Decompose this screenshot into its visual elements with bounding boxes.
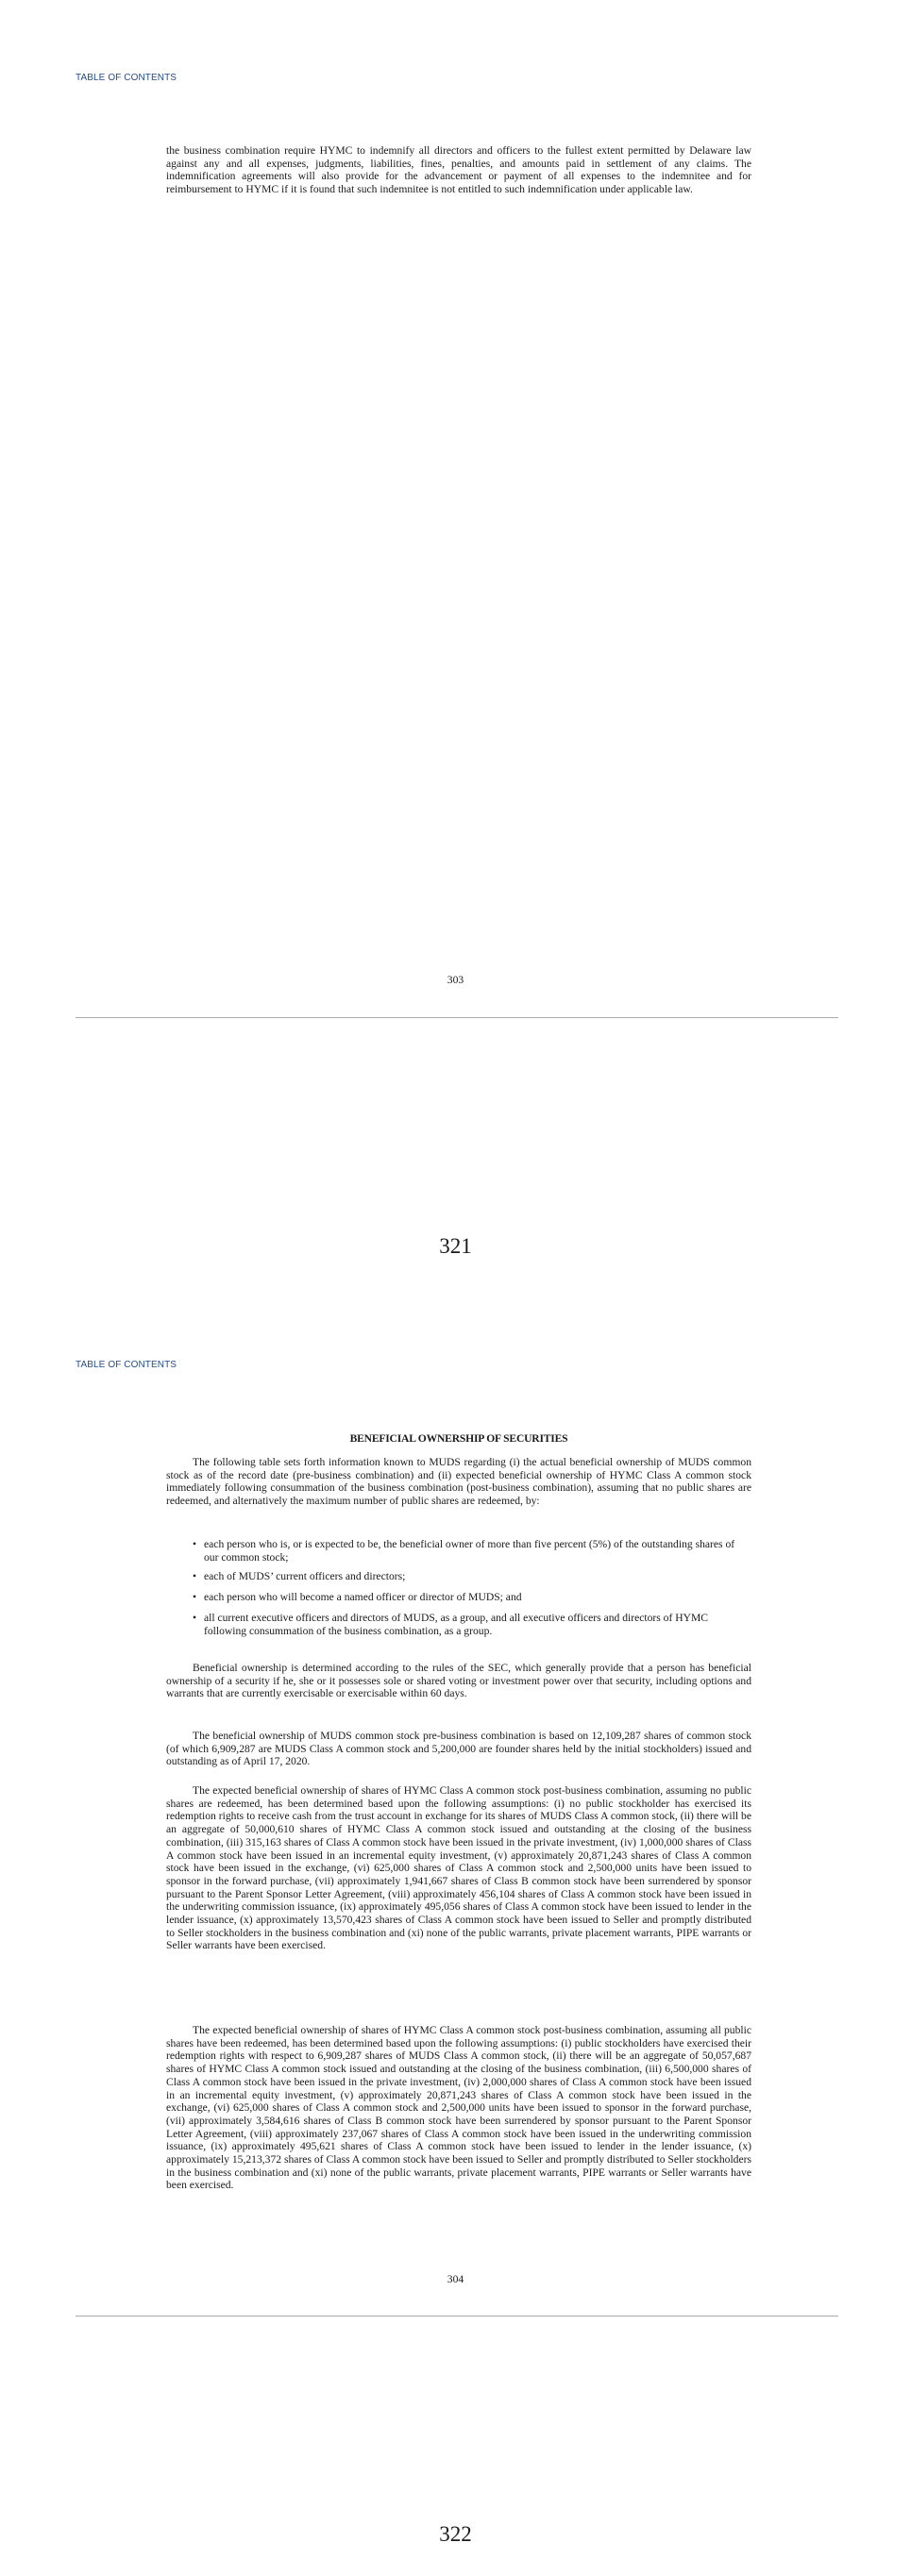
page-divider	[76, 1017, 838, 1018]
bullet-icon: •	[193, 1611, 197, 1624]
table-of-contents-link[interactable]: TABLE OF CONTENTS	[76, 73, 177, 83]
bullet-icon: •	[193, 1570, 197, 1583]
page-divider	[76, 2316, 838, 2317]
no-redemption-paragraph: The expected beneficial ownership of shares of HYMC Class A common stock post-business combination, assuming no public shares are redeemed, has been determined based upon the following assumptions: (i) no public stockholder has exercised its redemption rights to receive cash from the trust account in exchange for its shares of MUDS Class A common stock, (ii) there will be an aggregate of 50,000,610 shares of HYMC Class A common stock issued and outstanding at the closing of the business combination, (iii) 315,163 shares of Class A common stock have been issued in the private investment, (iv) 1,000,000 shares of Class A common stock have been issued in an incremental equity investment, (v) approximately 20,871,243 shares of Class A common stock have been issued in the exchange, (vi) 625,000 shares of Class A common stock and 2,500,000 units have been issued to sponsor in the forward purchase, (vii) approximately 1,941,667 shares of Class B common stock have been surrendered by sponsor pursuant to the Parent Sponsor Letter Agreement, (viii) approximately 456,104 shares of Class A common stock have been issued in the underwriting commission issuance, (ix) approximately 495,056 shares of Class A common stock have been issued to lender in the lender issuance, (x) approximately 13,570,423 shares of Class A common stock have been issued to Seller and promptly distributed to Seller stockholders in the business combination and (xi) none of the public warrants, private placement warrants, PIPE warrants or Seller warrants have been exercised.	[166, 1784, 751, 1952]
beneficial-owner-list	[166, 1538, 751, 1637]
intro-paragraph: The following table sets forth information known to MUDS regarding (i) the actual beneficial ownership of MUDS common stock as of the record date (pre-business combination) and (ii) expected beneficial ownership of HYMC Class A common stock immediately following consummation of the business combination (post-business combination), assuming that no public shares are redeemed, and alternatively the maximum number of public shares are redeemed, by:	[166, 1456, 751, 1508]
list-item: • each person who will become a named officer or director of MUDS; and	[193, 1591, 522, 1604]
list-item: • all current executive officers and directors of MUDS, as a group, and all executive officers and directors of HYMC following consummation of the business combination, as a group.	[193, 1611, 708, 1637]
table-of-contents-link[interactable]: TABLE OF CONTENTS	[76, 1360, 177, 1370]
all-redeemed-paragraph: The expected beneficial ownership of shares of HYMC Class A common stock post-business combination, assuming all public shares have been redeemed, has been determined based upon the following assumptions: (i) public stockholders have exercised their redemption rights with respect to 6,909,287 shares of MUDS Class A common stock, (ii) there will be an aggregate of 50,057,687 shares of HYMC Class A common stock issued and outstanding at the closing of the business combination, (iii) 6,500,000 shares of Class A common stock have been issued in the private investment, (iv) 2,000,000 shares of Class A common stock have been issued in an incremental equity investment, (v) approximately 20,871,243 shares of Class A common stock have been issued in the exchange, (vi) 625,000 shares of Class A common stock and 2,500,000 units have been issued to sponsor in the forward purchase, (vii) approximately 3,584,616 shares of Class B common stock have been surrendered by sponsor pursuant to the Parent Sponsor Letter Agreement, (viii) approximately 237,067 shares of Class A common stock have been issued in the underwriting commission issuance, (ix) approximately 495,621 shares of Class A common stock have been issued to lender in the lender issuance, (x) approximately 15,213,372 shares of Class A common stock have been issued to Seller and promptly distributed to Seller stockholders in the business combination and (xi) none of the public warrants, private placement warrants, PIPE warrants or Seller warrants have been exercised.	[166, 2024, 751, 2192]
bullet-icon: •	[193, 1538, 197, 1550]
indemnification-paragraph: the business combination require HYMC to indemnify all directors and officers to the fullest extent permitted by Delaware law against any and all expenses, judgments, liabilities, fines, penalties, and amounts paid in settlement of any claims. The indemnification agreements will also provide for the advancement or payment of all expenses to the indemnitee and for reimbursement to HYMC if it is found that such indemnitee is not entitled to such indemnification under applicable law.	[166, 144, 751, 196]
page-number: 303	[447, 974, 464, 986]
sheet-number: 321	[439, 1234, 472, 1258]
bullet-icon: •	[193, 1591, 197, 1604]
pre-combination-paragraph: The beneficial ownership of MUDS common stock pre-business combination is based on 12,109,287 shares of common stock (of which 6,909,287 are MUDS Class A common stock and 5,200,000 are founder shares held by the initial stockholders) issued and outstanding as of April 17, 2020.	[166, 1730, 751, 1768]
list-item: • each person who is, or is expected to be, the beneficial owner of more than five percent (5%) of the outstanding shares of our common stock;	[193, 1538, 735, 1564]
list-item: • each of MUDS’ current officers and directors;	[193, 1570, 406, 1583]
sheet-number: 322	[439, 2522, 472, 2546]
sec-rules-paragraph: Beneficial ownership is determined according to the rules of the SEC, which generally provide that a person has beneficial ownership of a security if he, she or it possesses sole or shared voting or investment power over that security, including options and warrants that are currently exercisable or exercisable within 60 days.	[166, 1662, 751, 1700]
page-number: 304	[447, 2273, 464, 2285]
section-heading: BENEFICIAL OWNERSHIP OF SECURITIES	[349, 1432, 568, 1445]
